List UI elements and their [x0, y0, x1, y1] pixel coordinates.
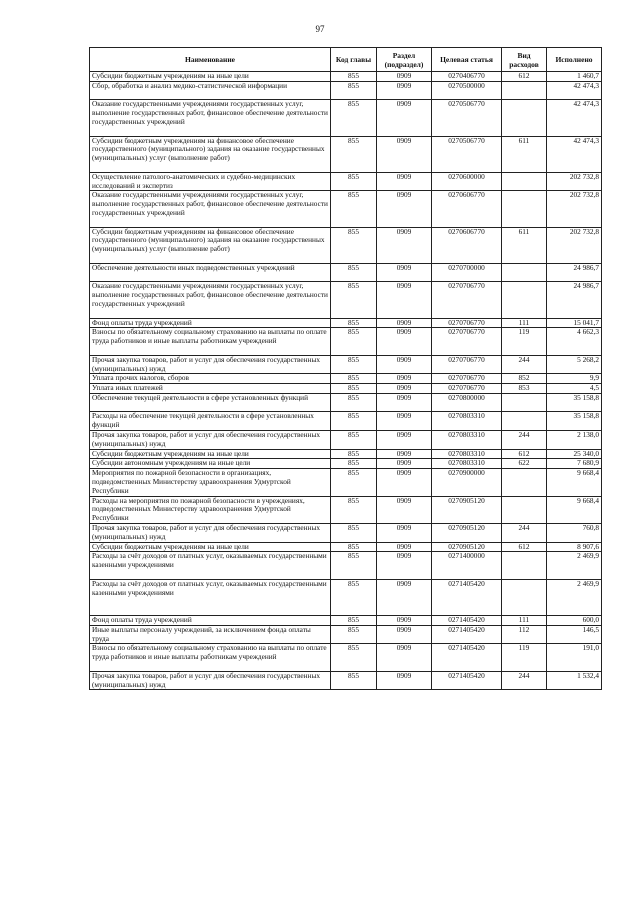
row-executed-cell: 7 680,9: [547, 459, 602, 469]
row-target-cell: 0270800000: [432, 393, 502, 412]
row-section-cell: 0909: [377, 542, 432, 552]
table-row: [90, 374, 602, 384]
table-row: [90, 136, 602, 172]
row-name-cell: Расходы за счёт доходов от платных услуг, оказываемых государственными казенными учреждениями: [90, 552, 331, 579]
row-section-cell: 0909: [377, 227, 432, 263]
row-chapter-cell: 855: [331, 496, 377, 523]
header-section: Раздел (подраздел): [377, 48, 432, 72]
row-chapter-cell: 855: [331, 81, 377, 100]
row-target-cell: 0270803310: [432, 431, 502, 450]
row-expense-type-cell: 119: [502, 328, 547, 355]
row-chapter-cell: 855: [331, 412, 377, 431]
row-executed-cell: 2 469,9: [547, 579, 602, 615]
row-section-cell: 0909: [377, 496, 432, 523]
row-expense-type-cell: 612: [502, 72, 547, 82]
row-chapter-cell: 855: [331, 136, 377, 172]
row-section-cell: 0909: [377, 282, 432, 318]
table-row: [90, 191, 602, 227]
row-section-cell: 0909: [377, 431, 432, 450]
row-executed-cell: 760,8: [547, 524, 602, 543]
row-executed-cell: 2 469,9: [547, 552, 602, 579]
row-section-cell: 0909: [377, 374, 432, 384]
row-expense-type-cell: 612: [502, 449, 547, 459]
row-name-cell: Фонд оплаты труда учреждений: [90, 318, 331, 328]
row-section-cell: 0909: [377, 671, 432, 690]
row-chapter-cell: 855: [331, 374, 377, 384]
row-name-cell: Субсидии бюджетным учреждениям на иные цели: [90, 449, 331, 459]
row-section-cell: 0909: [377, 579, 432, 615]
row-chapter-cell: 855: [331, 644, 377, 671]
row-name-cell: Обеспечение деятельности иных подведомственных учреждений: [90, 263, 331, 282]
row-executed-cell: 1 532,4: [547, 671, 602, 690]
row-name-cell: Субсидии автономным учреждениям на иные цели: [90, 459, 331, 469]
row-section-cell: 0909: [377, 136, 432, 172]
row-expense-type-cell: [502, 191, 547, 227]
row-target-cell: 0270706770: [432, 355, 502, 374]
page-number: 97: [315, 24, 325, 34]
row-target-cell: 0270700000: [432, 263, 502, 282]
row-executed-cell: 42 474,3: [547, 100, 602, 136]
row-executed-cell: 42 474,3: [547, 136, 602, 172]
row-expense-type-cell: 852: [502, 374, 547, 384]
row-expense-type-cell: [502, 172, 547, 191]
row-name-cell: Взносы по обязательному социальному страхованию на выплаты по оплате труда работников и иные выплаты работникам учреждений: [90, 644, 331, 671]
row-target-cell: 0270600000: [432, 172, 502, 191]
table-body: [90, 72, 602, 690]
row-chapter-cell: 855: [331, 524, 377, 543]
row-target-cell: 0270706770: [432, 384, 502, 394]
row-target-cell: 0270506770: [432, 100, 502, 136]
row-executed-cell: 15 041,7: [547, 318, 602, 328]
row-name-cell: Субсидии бюджетным учреждениям на финансовое обеспечение государственного (муниципального) задания на оказание государственных (муниципальных) услуг (выполнение работ): [90, 136, 331, 172]
row-expense-type-cell: [502, 81, 547, 100]
row-expense-type-cell: [502, 469, 547, 496]
row-expense-type-cell: 244: [502, 524, 547, 543]
row-chapter-cell: 855: [331, 431, 377, 450]
table-row: [90, 263, 602, 282]
row-expense-type-cell: 622: [502, 459, 547, 469]
table-row: [90, 671, 602, 690]
header-name: Наименование: [90, 48, 331, 72]
row-section-cell: 0909: [377, 616, 432, 626]
row-target-cell: 0270706770: [432, 328, 502, 355]
row-chapter-cell: 855: [331, 172, 377, 191]
table-header-row: [90, 48, 602, 72]
row-executed-cell: 5 268,2: [547, 355, 602, 374]
row-name-cell: Фонд оплаты труда учреждений: [90, 616, 331, 626]
row-expense-type-cell: 611: [502, 136, 547, 172]
row-target-cell: 0270803310: [432, 412, 502, 431]
row-section-cell: 0909: [377, 328, 432, 355]
row-chapter-cell: 855: [331, 100, 377, 136]
row-expense-type-cell: 612: [502, 542, 547, 552]
row-section-cell: 0909: [377, 412, 432, 431]
row-chapter-cell: 855: [331, 469, 377, 496]
row-expense-type-cell: 244: [502, 431, 547, 450]
row-executed-cell: 24 986,7: [547, 282, 602, 318]
row-name-cell: Уплата прочих налогов, сборов: [90, 374, 331, 384]
budget-table: [89, 47, 602, 690]
row-executed-cell: 9 668,4: [547, 496, 602, 523]
row-executed-cell: 35 158,8: [547, 393, 602, 412]
row-executed-cell: 202 732,8: [547, 191, 602, 227]
row-executed-cell: 191,0: [547, 644, 602, 671]
table-row: [90, 81, 602, 100]
row-executed-cell: 202 732,8: [547, 172, 602, 191]
row-executed-cell: 9 668,4: [547, 469, 602, 496]
row-name-cell: Обеспечение текущей деятельности в сфере установленных функций: [90, 393, 331, 412]
row-expense-type-cell: 244: [502, 671, 547, 690]
row-target-cell: 0270706770: [432, 318, 502, 328]
table-row: [90, 393, 602, 412]
table-row: [90, 318, 602, 328]
row-chapter-cell: 855: [331, 625, 377, 644]
row-section-cell: 0909: [377, 191, 432, 227]
row-section-cell: 0909: [377, 100, 432, 136]
row-expense-type-cell: [502, 496, 547, 523]
row-section-cell: 0909: [377, 393, 432, 412]
row-chapter-cell: 855: [331, 328, 377, 355]
table-row: [90, 552, 602, 579]
row-chapter-cell: 855: [331, 384, 377, 394]
row-name-cell: Расходы за счёт доходов от платных услуг, оказываемых государственными казенными учреждениями: [90, 579, 331, 615]
row-expense-type-cell: 611: [502, 227, 547, 263]
row-name-cell: Прочая закупка товаров, работ и услуг для обеспечения государственных (муниципальных) нужд: [90, 431, 331, 450]
row-target-cell: 0271405420: [432, 616, 502, 626]
row-executed-cell: 202 732,8: [547, 227, 602, 263]
table-row: [90, 355, 602, 374]
table-row: [90, 579, 602, 615]
row-executed-cell: 4 662,3: [547, 328, 602, 355]
row-section-cell: 0909: [377, 449, 432, 459]
row-target-cell: 0270905120: [432, 524, 502, 543]
row-executed-cell: 600,0: [547, 616, 602, 626]
row-name-cell: Субсидии бюджетным учреждениям на финансовое обеспечение государственного (муниципального) задания на оказание государственных (муниципальных) услуг (выполнение работ): [90, 227, 331, 263]
row-name-cell: Оказание государственными учреждениями государственных услуг, выполнение государственных работ, финансовое обеспечение деятельности государственных учреждений: [90, 100, 331, 136]
row-name-cell: Субсидии бюджетным учреждениям на иные цели: [90, 72, 331, 82]
table-row: [90, 542, 602, 552]
row-expense-type-cell: [502, 579, 547, 615]
row-executed-cell: 25 340,0: [547, 449, 602, 459]
row-chapter-cell: 855: [331, 459, 377, 469]
row-chapter-cell: 855: [331, 227, 377, 263]
row-name-cell: Расходы на обеспечение текущей деятельности в сфере установленных функций: [90, 412, 331, 431]
row-section-cell: 0909: [377, 524, 432, 543]
row-executed-cell: 4,5: [547, 384, 602, 394]
row-target-cell: 0270803310: [432, 449, 502, 459]
table-row: [90, 384, 602, 394]
row-chapter-cell: 855: [331, 671, 377, 690]
row-target-cell: 0270905120: [432, 542, 502, 552]
row-name-cell: Прочая закупка товаров, работ и услуг для обеспечения государственных (муниципальных) нужд: [90, 355, 331, 374]
row-expense-type-cell: 111: [502, 616, 547, 626]
row-target-cell: 0270606770: [432, 191, 502, 227]
row-name-cell: Прочая закупка товаров, работ и услуг для обеспечения государственных (муниципальных) нужд: [90, 524, 331, 543]
row-section-cell: 0909: [377, 355, 432, 374]
row-chapter-cell: 855: [331, 616, 377, 626]
row-target-cell: 0270500000: [432, 81, 502, 100]
row-executed-cell: 146,5: [547, 625, 602, 644]
row-section-cell: 0909: [377, 384, 432, 394]
row-target-cell: 0270406770: [432, 72, 502, 82]
header-executed: Исполнено: [547, 48, 602, 72]
row-executed-cell: 24 986,7: [547, 263, 602, 282]
table-row: [90, 72, 602, 82]
row-chapter-cell: 855: [331, 542, 377, 552]
row-chapter-cell: 855: [331, 263, 377, 282]
table-row: [90, 459, 602, 469]
row-section-cell: 0909: [377, 625, 432, 644]
row-executed-cell: 2 138,0: [547, 431, 602, 450]
row-name-cell: Взносы по обязательному социальному страхованию на выплаты по оплате труда работников и иные выплаты работникам учреждений: [90, 328, 331, 355]
table-row: [90, 412, 602, 431]
row-expense-type-cell: [502, 263, 547, 282]
row-name-cell: Сбор, обработка и анализ медико-статистической информации: [90, 81, 331, 100]
row-name-cell: Осуществление патолого-анатомических и судебно-медицинских исследований и экспертиз: [90, 172, 331, 191]
row-section-cell: 0909: [377, 172, 432, 191]
row-target-cell: 0271405420: [432, 625, 502, 644]
row-section-cell: 0909: [377, 263, 432, 282]
row-target-cell: 0270506770: [432, 136, 502, 172]
table-row: [90, 227, 602, 263]
row-chapter-cell: 855: [331, 282, 377, 318]
row-target-cell: 0270905120: [432, 496, 502, 523]
row-executed-cell: 42 474,3: [547, 81, 602, 100]
table-row: [90, 172, 602, 191]
row-name-cell: Прочая закупка товаров, работ и услуг для обеспечения государственных (муниципальных) нужд: [90, 671, 331, 690]
row-chapter-cell: 855: [331, 393, 377, 412]
row-section-cell: 0909: [377, 459, 432, 469]
row-chapter-cell: 855: [331, 72, 377, 82]
row-section-cell: 0909: [377, 552, 432, 579]
table-row: [90, 625, 602, 644]
table-row: [90, 449, 602, 459]
row-name-cell: Мероприятия по пожарной безопасности в организациях, подведомственных Министерству здравоохранения Удмуртской Республики: [90, 469, 331, 496]
row-section-cell: 0909: [377, 644, 432, 671]
row-name-cell: Иные выплаты персоналу учреждений, за исключением фонда оплаты труда: [90, 625, 331, 644]
row-target-cell: 0270803310: [432, 459, 502, 469]
header-target-article: Целевая статья: [432, 48, 502, 72]
row-chapter-cell: 855: [331, 552, 377, 579]
row-expense-type-cell: [502, 412, 547, 431]
row-target-cell: 0270706770: [432, 374, 502, 384]
row-expense-type-cell: 244: [502, 355, 547, 374]
row-target-cell: 0271405420: [432, 579, 502, 615]
row-expense-type-cell: [502, 393, 547, 412]
table-row: [90, 328, 602, 355]
row-expense-type-cell: [502, 552, 547, 579]
header-chapter-code: Код главы: [331, 48, 377, 72]
table-row: [90, 469, 602, 496]
table-row: [90, 100, 602, 136]
table-row: [90, 616, 602, 626]
row-name-cell: Субсидии бюджетным учреждениям на иные цели: [90, 542, 331, 552]
row-target-cell: 0270606770: [432, 227, 502, 263]
table-row: [90, 496, 602, 523]
header-expense-type: Вид расходов: [502, 48, 547, 72]
row-target-cell: 0271400000: [432, 552, 502, 579]
row-section-cell: 0909: [377, 81, 432, 100]
row-section-cell: 0909: [377, 318, 432, 328]
row-expense-type-cell: 112: [502, 625, 547, 644]
row-executed-cell: 9,9: [547, 374, 602, 384]
row-name-cell: Оказание государственными учреждениями государственных услуг, выполнение государственных работ, финансовое обеспечение деятельности государственных учреждений: [90, 282, 331, 318]
row-chapter-cell: 855: [331, 449, 377, 459]
row-name-cell: Уплата иных платежей: [90, 384, 331, 394]
row-chapter-cell: 855: [331, 355, 377, 374]
row-chapter-cell: 855: [331, 318, 377, 328]
table-row: [90, 524, 602, 543]
row-expense-type-cell: [502, 100, 547, 136]
row-name-cell: Оказание государственными учреждениями государственных услуг, выполнение государственных работ, финансовое обеспечение деятельности государственных учреждений: [90, 191, 331, 227]
row-expense-type-cell: [502, 282, 547, 318]
row-executed-cell: 1 460,7: [547, 72, 602, 82]
row-chapter-cell: 855: [331, 191, 377, 227]
row-expense-type-cell: 111: [502, 318, 547, 328]
row-executed-cell: 35 158,8: [547, 412, 602, 431]
table-row: [90, 431, 602, 450]
row-name-cell: Расходы на мероприятия по пожарной безопасности в учреждениях, подведомственных Министерству здравоохранения Удмуртской Республики: [90, 496, 331, 523]
row-section-cell: 0909: [377, 72, 432, 82]
row-target-cell: 0270900000: [432, 469, 502, 496]
row-target-cell: 0270706770: [432, 282, 502, 318]
table-row: [90, 644, 602, 671]
row-chapter-cell: 855: [331, 579, 377, 615]
row-executed-cell: 8 907,6: [547, 542, 602, 552]
row-expense-type-cell: 119: [502, 644, 547, 671]
row-target-cell: 0271405420: [432, 644, 502, 671]
row-expense-type-cell: 853: [502, 384, 547, 394]
table-row: [90, 282, 602, 318]
row-section-cell: 0909: [377, 469, 432, 496]
row-target-cell: 0271405420: [432, 671, 502, 690]
